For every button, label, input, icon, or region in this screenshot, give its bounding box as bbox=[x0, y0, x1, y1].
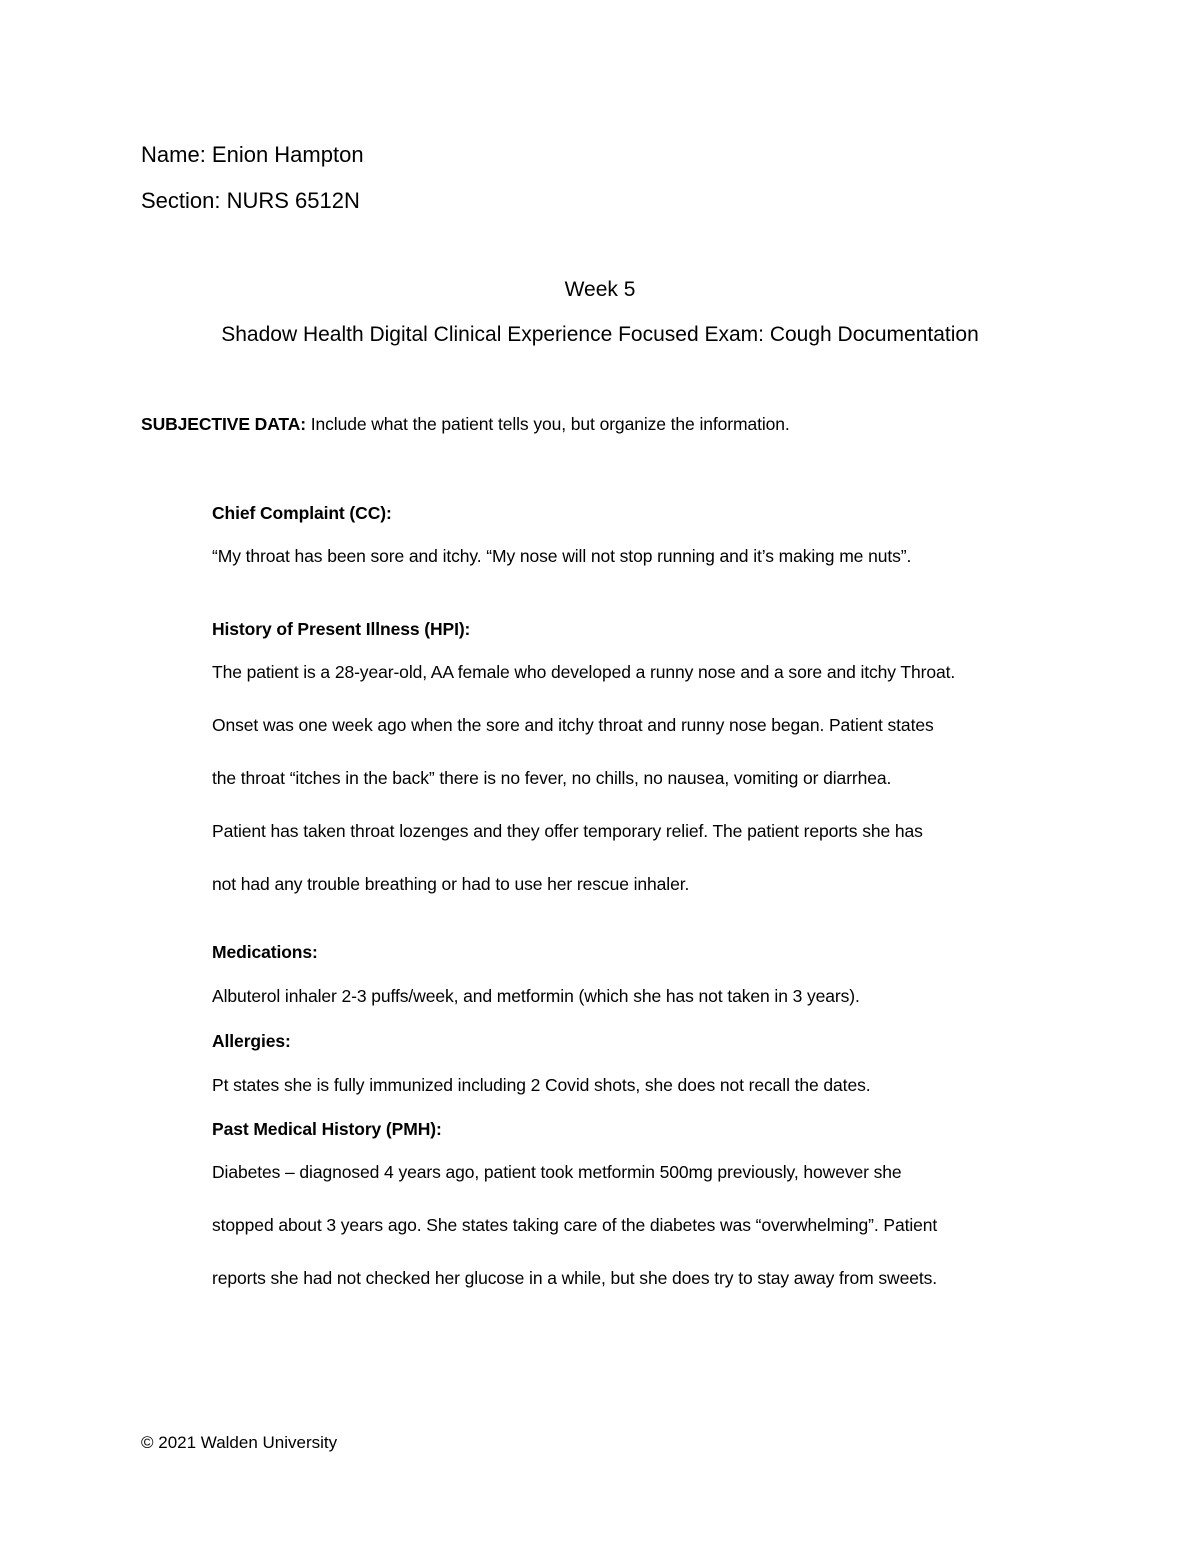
exam-title: Shadow Health Digital Clinical Experience Focused Exam: Cough Documentation bbox=[221, 323, 979, 346]
section-value: NURS 6512N bbox=[220, 188, 360, 213]
pmh-line: Diabetes – diagnosed 4 years ago, patient took metformin 500mg previously, however she bbox=[212, 1162, 902, 1182]
pmh-line: reports she had not checked her glucose in a while, but she does try to stay away from sweets. bbox=[212, 1268, 938, 1288]
chief-complaint-text: “My throat has been sore and itchy. “My nose will not stop running and it’s making me nuts”. bbox=[212, 546, 912, 566]
pmh-heading: Past Medical History (PMH): bbox=[212, 1119, 442, 1139]
hpi-heading: History of Present Illness (HPI): bbox=[212, 619, 471, 639]
allergies-heading: Allergies: bbox=[212, 1031, 291, 1051]
name-value: : Enion Hampton bbox=[199, 142, 364, 167]
chief-complaint-heading: Chief Complaint (CC): bbox=[212, 503, 392, 523]
footer-copyright: © 2021 Walden University bbox=[141, 1433, 338, 1452]
subjective-text: Include what the patient tells you, but organize the information. bbox=[305, 414, 790, 434]
student-name-line bbox=[141, 142, 364, 168]
section-line bbox=[141, 188, 360, 214]
hpi-line: Patient has taken throat lozenges and they offer temporary relief. The patient reports she has bbox=[212, 821, 923, 841]
hpi-line: the throat “itches in the back” there is no fever, no chills, no nausea, vomiting or diarrhea. bbox=[212, 768, 892, 788]
name-label: Name bbox=[141, 142, 200, 167]
section-label: Section: bbox=[141, 188, 221, 213]
allergies-text: Pt states she is fully immunized including 2 Covid shots, she does not recall the dates. bbox=[212, 1075, 871, 1095]
subjective-line bbox=[141, 414, 790, 435]
week-title: Week 5 bbox=[564, 278, 636, 301]
hpi-line: The patient is a 28-year-old, AA female who developed a runny nose and a sore and itchy Throat. bbox=[212, 662, 956, 682]
medications-heading: Medications: bbox=[212, 942, 318, 962]
subjective-label: SUBJECTIVE DATA: bbox=[141, 414, 306, 434]
hpi-line: not had any trouble breathing or had to use her rescue inhaler. bbox=[212, 874, 690, 894]
hpi-line: Onset was one week ago when the sore and itchy throat and runny nose began. Patient states bbox=[212, 715, 934, 735]
medications-text: Albuterol inhaler 2-3 puffs/week, and metformin (which she has not taken in 3 years). bbox=[212, 986, 860, 1006]
pmh-line: stopped about 3 years ago. She states taking care of the diabetes was “overwhelming”. Patient bbox=[212, 1215, 938, 1235]
